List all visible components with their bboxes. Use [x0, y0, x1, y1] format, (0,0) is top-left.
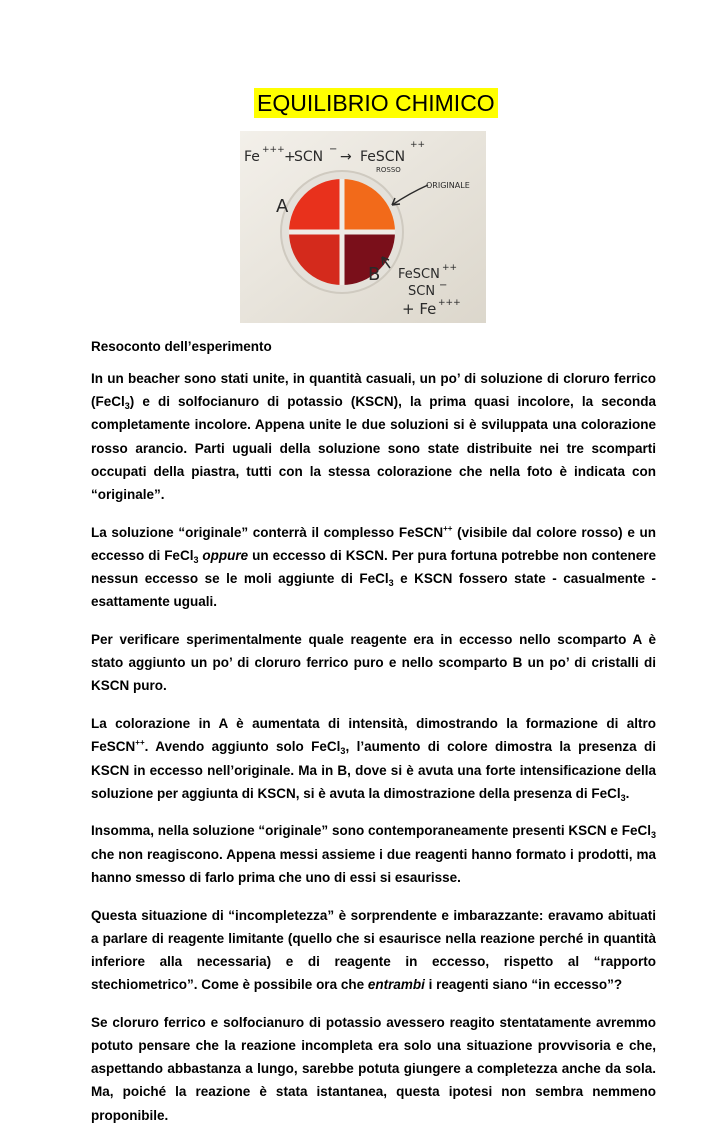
- eq-scn-charge: −: [329, 144, 338, 155]
- b-line2-charge: −: [439, 280, 448, 291]
- paragraph-1: In un beacher sono stati unite, in quantità casuali, un po’ di soluzione di cloruro ferrico (FeCl$_3$) e di solfocianuro di potassio (KSCN), la prima quasi incolore, la seconda completamente incolore. Appena unite le due soluzioni si è sviluppata una colorazione rosso arancio. Parti uguali della soluzione sono state distribuite nei tre scomparti occupati della piastra, tutti con la stessa colorazione che nella foto è indicata con “originale”.: [91, 371, 656, 503]
- b-line1: FeSCN: [398, 267, 440, 282]
- eq-arrow: →: [340, 149, 352, 165]
- paragraph-3: Per verificare sperimentalmente quale reagente era in eccesso nello scomparto A è stato aggiunto un po’ di cloruro ferrico puro e nello scomparto B un po’ di cristalli di KSCN puro.: [91, 632, 656, 694]
- label-a: A: [276, 196, 289, 217]
- label-rosso: ROSSO: [376, 166, 401, 174]
- eq-fe-charge: +++: [262, 145, 285, 155]
- experiment-photo: [240, 131, 486, 323]
- b-line3: + Fe: [402, 300, 437, 318]
- eq-product: FeSCN: [360, 149, 406, 165]
- eq-plus: +: [284, 149, 296, 165]
- emphasis-entrambi: entrambi: [367, 977, 425, 993]
- b-line2: SCN: [408, 284, 436, 299]
- paragraph-6: Questa situazione di “incompletezza” è sorprendente e imbarazzante: eravamo abituati a parlare di reagente limitante (quello che si esaurisce nella reazione perché in quantità inferiore alla necessaria) e di reagente in eccesso, rispetto al “rapporto stechiometrico”. Come è possibile ora che entrambi i reagenti siano “in eccesso”?: [91, 907, 656, 993]
- eq-scn: SCN: [294, 149, 324, 165]
- b-line3-charge: +++: [438, 298, 461, 308]
- label-originale: ORIGINALE: [426, 181, 470, 190]
- b-line1-charge: ++: [442, 263, 458, 273]
- body-text: [91, 367, 656, 1141]
- section-heading: Resoconto dell’esperimento: [91, 339, 272, 354]
- paragraph-2: La soluzione “originale” conterrà il complesso FeSCN++ (visibile dal colore rosso) e un eccesso di FeCl$_3$ oppure un eccesso di KSCN. Per pura fortuna potrebbe non contenere nessun eccesso se le moli aggiunte di FeCl$_3$ e KSCN fossero state - casualmente - esattamente uguali.: [91, 523, 656, 610]
- paragraph-5: Insomma, nella soluzione “originale” sono contemporaneamente presenti KSCN e FeCl$_3$ che non reagiscono. Appena messi assieme i due reagenti hanno formato i prodotti, ma hanno smesso di farlo prima che uno di essi si esaurisse.: [91, 823, 656, 885]
- eq-product-charge: ++: [410, 140, 426, 150]
- page-title: EQUILIBRIO CHIMICO: [254, 88, 498, 118]
- paragraph-4: La colorazione in A è aumentata di intensità, dimostrando la formazione di altro FeSCN++. Avendo aggiunto solo FeCl$_3$, l’aumento di colore dimostra la presenza di KSCN in eccesso nell’originale. Ma in B, dove si è avuta una forte intensificazione della soluzione per aggiunta di KSCN, si è avuta la dimostrazione della presenza di FeCl$_3$.: [91, 716, 656, 803]
- eq-fe: Fe: [244, 149, 260, 165]
- label-b: B: [368, 264, 381, 285]
- emphasis-oppure: oppure: [202, 547, 249, 563]
- paragraph-7: Se cloruro ferrico e solfocianuro di potassio avessero reagito stentatamente avremmo potuto pensare che la reazione incompleta era solo una situazione provvisoria e che, aspettando abbastanza a lungo, sarebbe potuta giungere a completezza anche da sola. Ma, poiché la reazione è stata istantanea, questa ipotesi non sembra nemmeno proponibile.: [91, 1014, 656, 1123]
